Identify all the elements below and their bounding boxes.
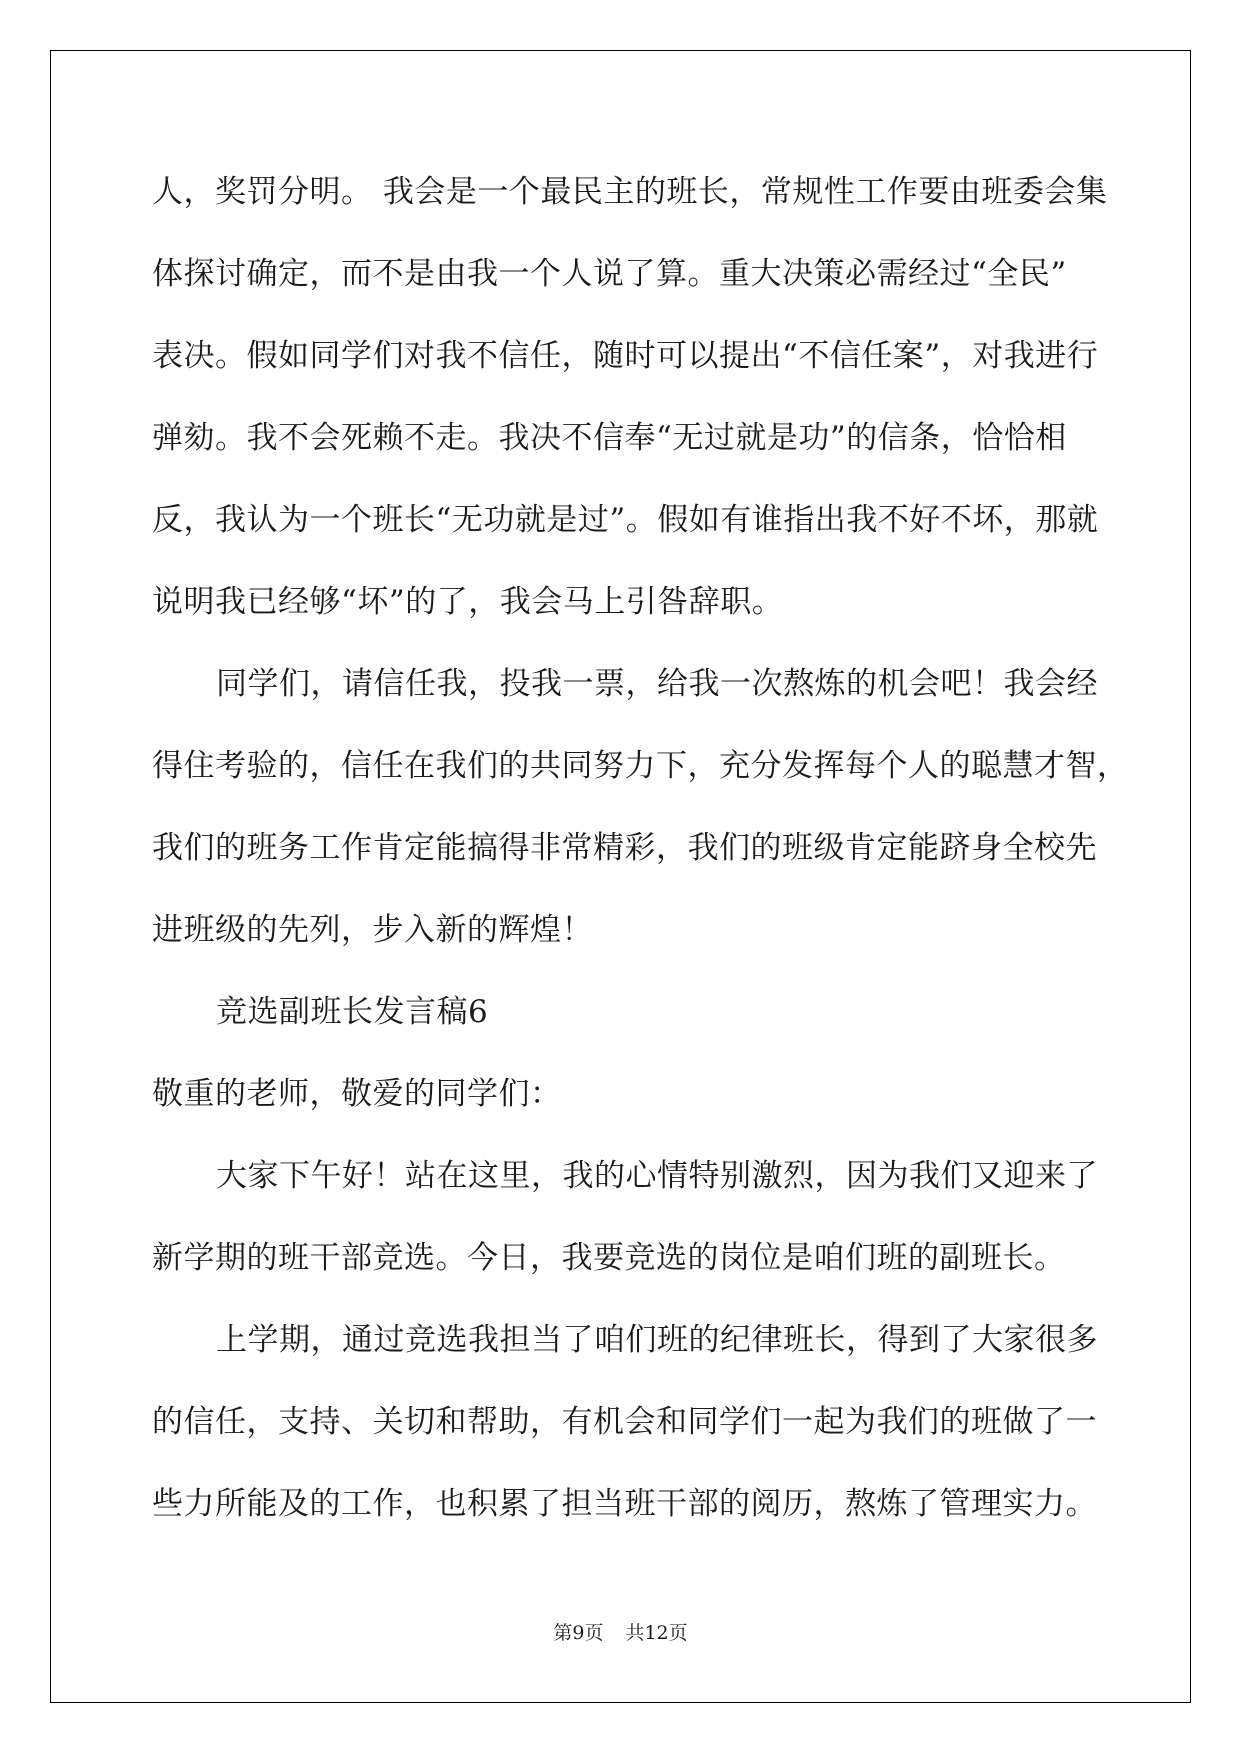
document-body	[152, 162, 1129, 1556]
text-line: 反，我认为一个班长“无功就是过”。假如有谁指出我不好不坏，那就	[152, 502, 1099, 538]
text-line: 得住考验的，信任在我们的共同努力下，充分发挥每个人的聪慧才智，	[152, 748, 1129, 784]
text-line: 进班级的先列，步入新的辉煌！	[152, 912, 593, 948]
text-line: 表决。假如同学们对我不信任，随时可以提出“不信任案”，对我进行	[152, 338, 1099, 374]
salutation: 敬重的老师，敬爱的同学们：	[152, 1076, 562, 1112]
page-footer	[0, 1618, 1241, 1645]
section-heading: 竞选副班长发言稿6	[216, 994, 489, 1030]
page-number: 第9页	[553, 1622, 604, 1644]
text-line: 人，奖罚分明。 我会是一个最民主的班长，常规性工作要由班委会集	[152, 174, 1108, 210]
text-line: 同学们，请信任我，投我一票，给我一次熬炼的机会吧！我会经	[216, 666, 1098, 702]
page-total: 共12页	[625, 1622, 688, 1644]
text-line: 的信任，支持、关切和帮助，有机会和同学们一起为我们的班做了一	[152, 1404, 1097, 1440]
text-line: 体探讨确定，而不是由我一个人说了算。重大决策必需经过“全民”	[152, 256, 1067, 292]
text-line: 新学期的班干部竞选。今日，我要竞选的岗位是咱们班的副班长。	[152, 1240, 1066, 1276]
text-line: 大家下午好！站在这里，我的心情特别激烈，因为我们又迎来了	[216, 1158, 1098, 1194]
text-line: 上学期，通过竞选我担当了咱们班的纪律班长，得到了大家很多	[216, 1322, 1098, 1358]
text-line: 些力所能及的工作，也积累了担当班干部的阅历，熬炼了管理实力。	[152, 1486, 1097, 1522]
text-line: 说明我已经够“坏”的了，我会马上引咎辞职。	[152, 584, 784, 620]
text-line: 我们的班务工作肯定能搞得非常精彩，我们的班级肯定能跻身全校先	[152, 830, 1097, 866]
text-line: 弹劾。我不会死赖不走。我决不信奉“无过就是功”的信条，恰恰相	[152, 420, 1067, 456]
